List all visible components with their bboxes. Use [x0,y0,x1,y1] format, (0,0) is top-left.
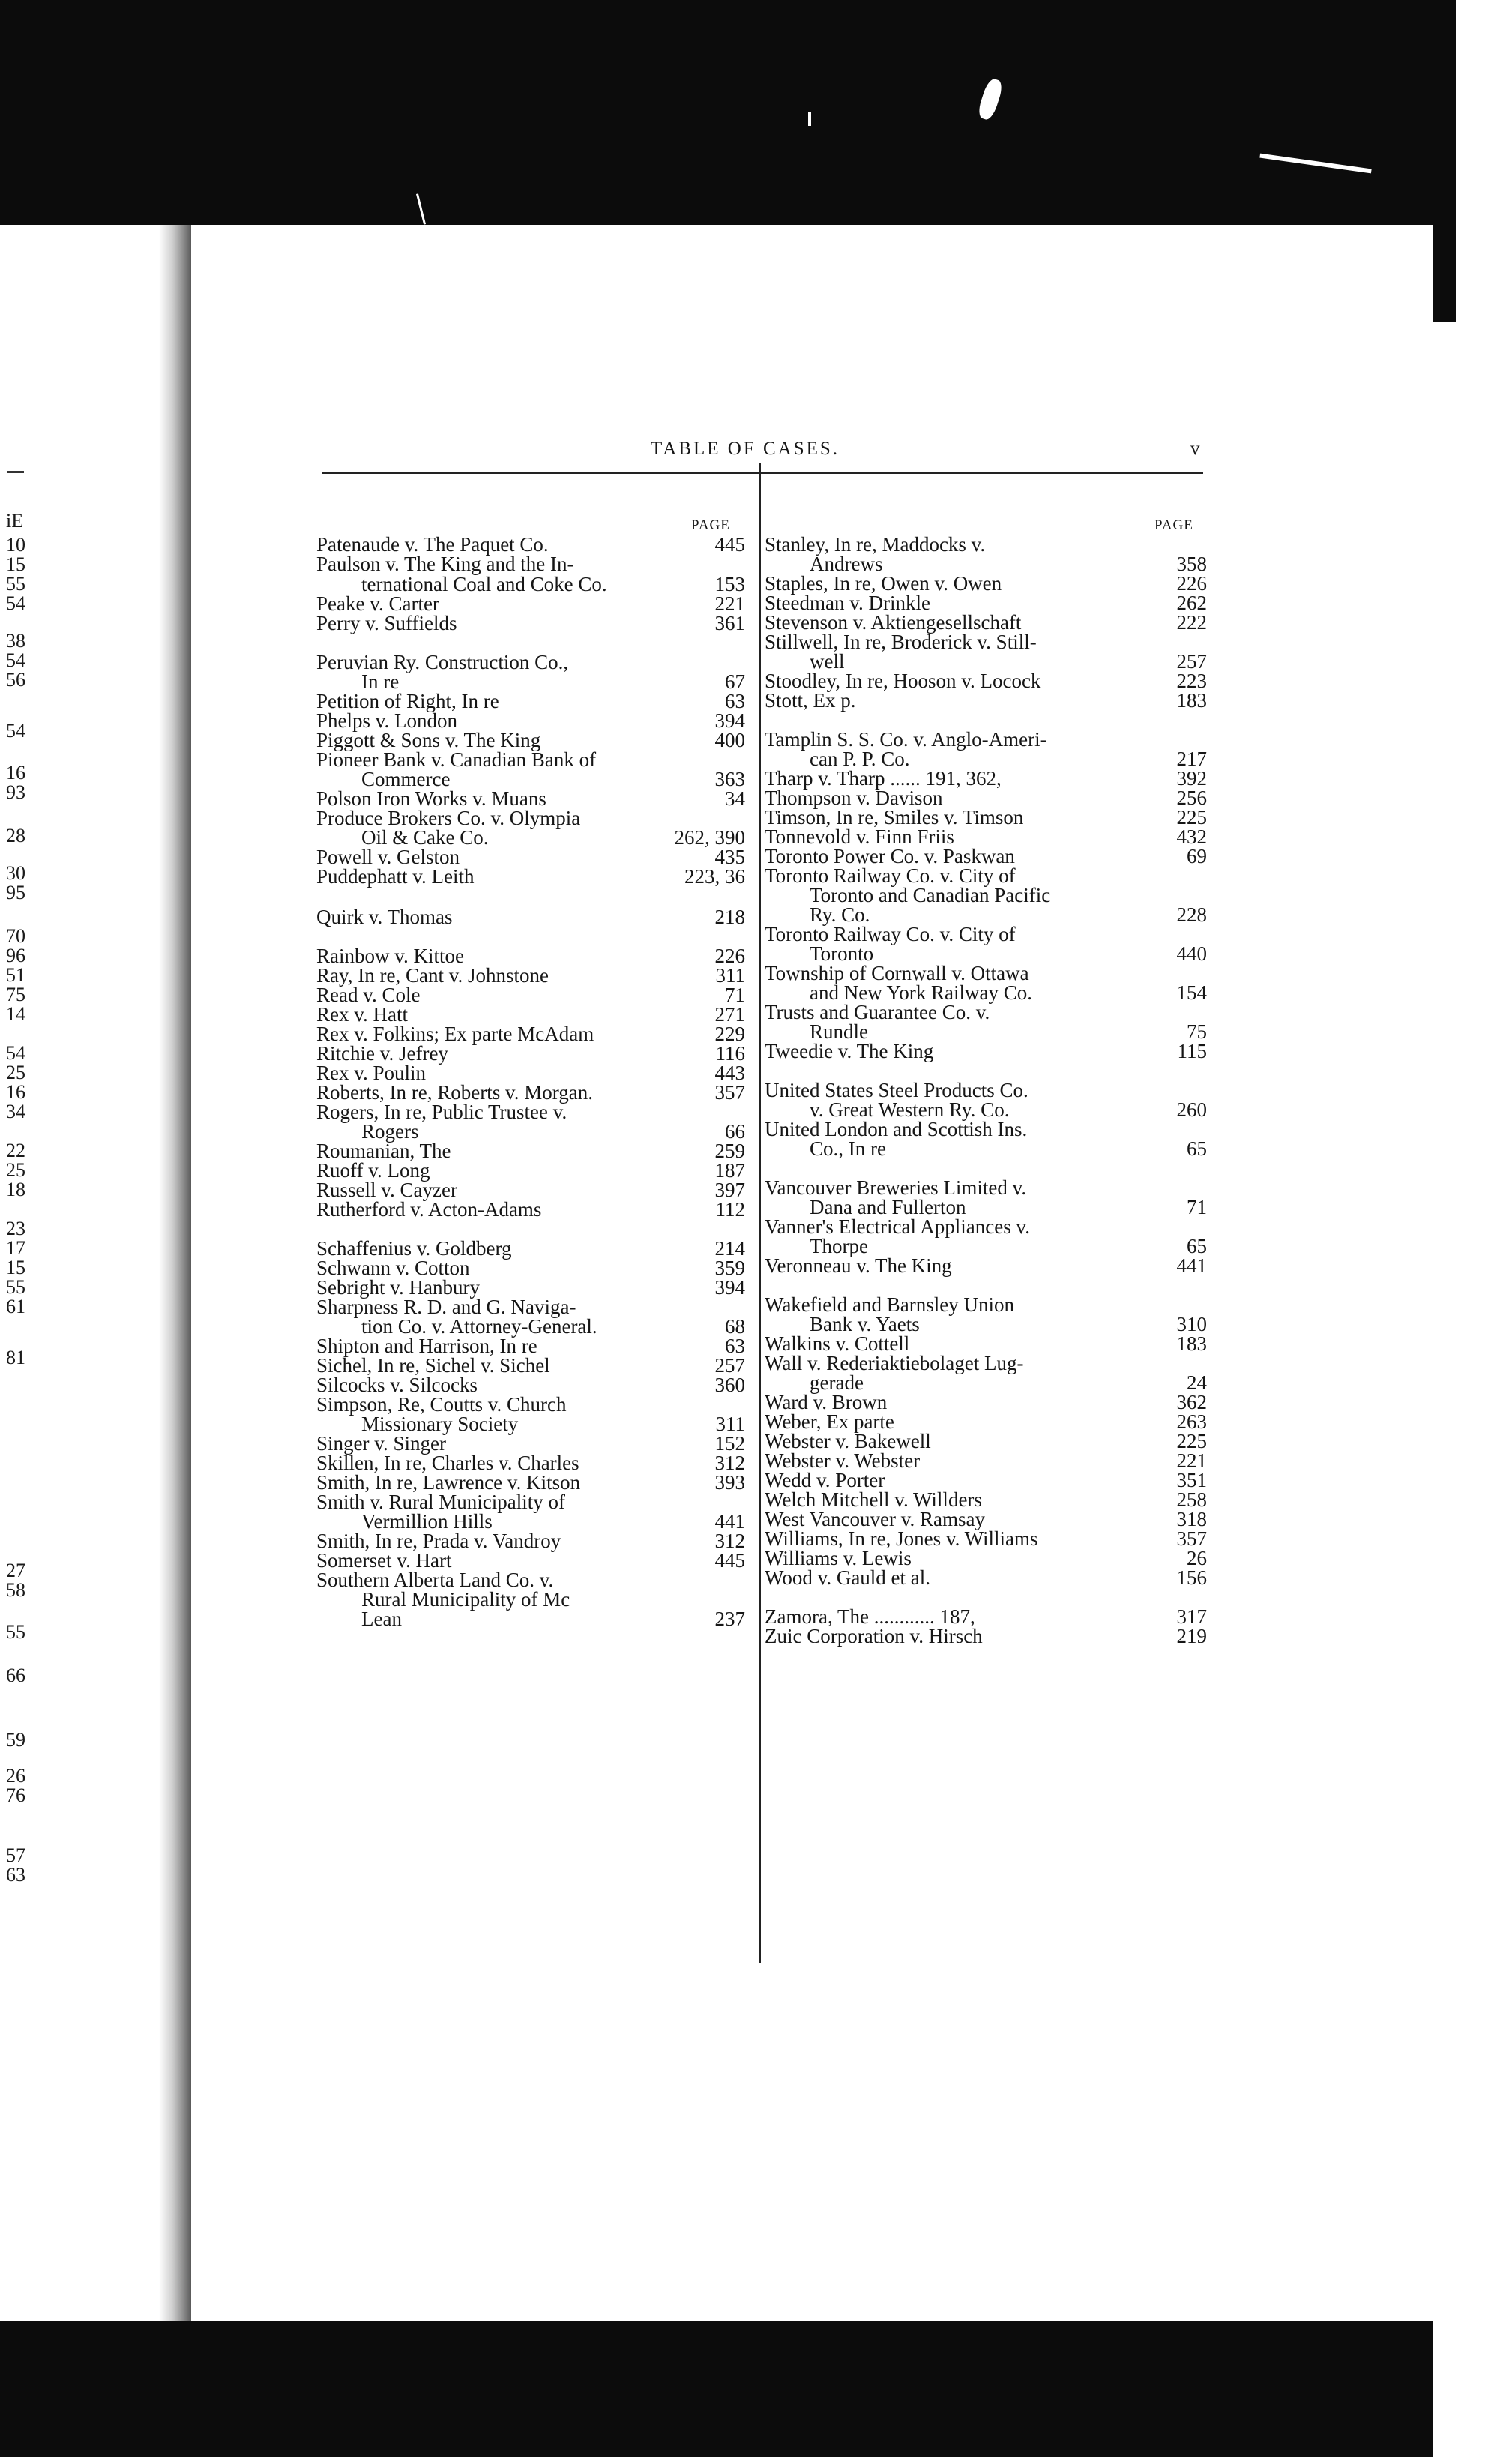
case-page-number: 75 [1187,1020,1207,1043]
margin-dash [7,471,24,473]
case-name: Toronto [810,942,874,965]
case-name: Williams, In re, Jones v. Williams [765,1527,1038,1550]
case-name: West Vancouver v. Ramsay [765,1508,986,1530]
case-name: tion Co. v. Attorney-General. [361,1315,597,1338]
column-divider [759,463,761,1963]
case-name: Welch Mitchell v. Willders [765,1488,982,1511]
case-name: Ray, In re, Cant v. Johnstone [316,964,549,987]
edge-number: 63 [6,1864,25,1886]
case-name: Rainbow v. Kittoe [316,945,464,967]
case-name: Stillwell, In re, Broderick v. Still- [765,631,1037,653]
case-page-number: 65 [1187,1137,1207,1160]
case-page-number: 229 [714,1023,745,1045]
case-name: Produce Brokers Co. v. Olympia [316,807,581,829]
case-name: Wall v. Rederiaktiebolaget Lug- [765,1352,1024,1374]
case-page-number: 153 [714,573,745,595]
case-name: Toronto Power Co. v. Paskwan [765,845,1015,867]
case-page-number: 445 [714,533,745,556]
case-name: Wakefield and Barnsley Union [765,1293,1014,1316]
case-name: Walkins v. Cottell [765,1332,910,1355]
case-name: Peruvian Ry. Construction Co., [316,651,569,673]
case-name: and New York Railway Co. [810,981,1032,1004]
edge-number: 18 [6,1179,25,1200]
case-name: Paulson v. The King and the In- [316,553,574,575]
edge-number: 59 [6,1729,25,1751]
case-name: Smith v. Rural Municipality of [316,1491,565,1513]
case-name: Skillen, In re, Charles v. Charles [316,1452,579,1474]
case-name: Russell v. Cayzer [316,1179,457,1201]
case-name: Petition of Right, In re [316,690,499,712]
case-name: Pioneer Bank v. Canadian Bank of [316,748,597,771]
case-name: Zuic Corporation v. Hirsch [765,1625,983,1647]
case-name: Dana and Fullerton [810,1196,966,1218]
case-page-number: 225 [1176,806,1207,828]
case-name: Ritchie v. Jefrey [316,1042,448,1065]
case-page-number: 223, 36 [684,865,745,888]
edge-number: 54 [6,720,25,742]
case-page-number: 357 [1176,1527,1207,1550]
case-name: Oil & Cake Co. [361,826,489,849]
case-name: Rex v. Folkins; Ex parte McAdam [316,1023,594,1045]
case-page-number: 312 [714,1452,745,1474]
case-name: Thompson v. Davison [765,787,943,809]
case-name: Weber, Ex parte [765,1410,894,1433]
case-page-number: 237 [714,1608,745,1630]
case-name: Tharp v. Tharp ...... 191, 362, [765,767,1002,790]
case-name: United States Steel Products Co. [765,1079,1028,1101]
edge-number: 34 [6,1101,25,1122]
case-page-number: 68 [725,1315,745,1338]
case-name: well [810,650,845,673]
case-page-number: 222 [1176,611,1207,634]
edge-number: 54 [6,592,25,614]
edge-number: 57 [6,1844,25,1866]
edge-number: 96 [6,945,25,966]
case-name: Rex v. Poulin [316,1062,427,1084]
edge-number: 56 [6,669,25,691]
edge-number: 54 [6,1042,25,1064]
case-page-number: 260 [1176,1098,1207,1121]
case-page-number: 183 [1176,689,1207,712]
case-name: Puddephatt v. Leith [316,865,475,888]
case-name: In re [361,670,400,693]
edge-number: 54 [6,649,25,671]
case-page-number: 443 [714,1062,745,1084]
case-page-number: 441 [1176,1254,1207,1277]
edge-number: 55 [6,573,25,595]
case-page-number: 63 [725,1335,745,1357]
case-page-number: 400 [714,729,745,751]
case-name: Roumanian, The [316,1140,451,1162]
case-name: Vancouver Breweries Limited v. [765,1176,1027,1199]
case-name: Schaffenius v. Goldberg [316,1237,512,1260]
case-name: Singer v. Singer [316,1432,446,1455]
edge-number: 70 [6,925,25,947]
case-page-number: 392 [1176,767,1207,790]
case-page-number: 65 [1187,1235,1207,1257]
case-name: Zamora, The ............ 187, [765,1605,975,1628]
case-page-number: 67 [725,670,745,693]
case-name: Rogers, In re, Public Trustee v. [316,1101,567,1123]
case-name: Southern Alberta Land Co. v. [316,1569,554,1591]
case-name: Rundle [810,1020,868,1043]
case-name: Phelps v. London [316,709,457,732]
case-page-number: 225 [1176,1430,1207,1452]
scan-right-dark-corner [1433,0,1456,322]
edge-number: iE [6,510,24,532]
edge-number: 95 [6,882,25,903]
case-page-number: 226 [714,945,745,967]
case-page-number: 441 [714,1510,745,1533]
case-name: Powell v. Gelston [316,846,460,868]
case-page-number: 71 [725,984,745,1006]
case-page-number: 112 [715,1198,745,1221]
case-name: Webster v. Webster [765,1449,921,1472]
case-name: Staples, In re, Owen v. Owen [765,572,1002,595]
case-name: Rural Municipality of Mc [361,1588,570,1611]
case-page-number: 440 [1176,942,1207,965]
case-name: Tamplin S. S. Co. v. Anglo-Ameri- [765,728,1047,751]
case-page-number: 115 [1177,1040,1207,1062]
case-name: Smith, In re, Lawrence v. Kitson [316,1471,581,1494]
case-name: Williams v. Lewis [765,1547,912,1569]
case-page-number: 218 [714,906,745,928]
case-page-number: 311 [715,1413,745,1435]
case-page-number: 397 [714,1179,745,1201]
case-page-number: 214 [714,1237,745,1260]
case-name: Shipton and Harrison, In re [316,1335,537,1357]
case-name: Co., In re [810,1137,886,1160]
case-name: Rutherford v. Acton-Adams [316,1198,542,1221]
case-name: Wedd v. Porter [765,1469,885,1491]
case-name: Polson Iron Works v. Muans [316,787,546,810]
case-name: United London and Scottish Ins. [765,1118,1028,1140]
case-page-number: 221 [1176,1449,1207,1472]
case-name: Township of Cornwall v. Ottawa [765,962,1029,984]
edge-number: 23 [6,1218,25,1239]
case-page-number: 394 [714,1276,745,1299]
case-name: Stevenson v. Aktiengesellschaft [765,611,1022,634]
case-page-number: 262 [1176,592,1207,614]
edge-number: 61 [6,1296,25,1317]
case-name: Quirk v. Thomas [316,906,453,928]
case-page-number: 394 [714,709,745,732]
case-name: Toronto and Canadian Pacific [810,884,1051,906]
edge-number: 15 [6,1257,25,1278]
scan-left-edge [0,0,191,2457]
case-page-number: 435 [714,846,745,868]
case-page-number: 360 [714,1374,745,1396]
case-name: Vanner's Electrical Appliances v. [765,1215,1030,1238]
edge-number: 51 [6,964,25,986]
edge-number: 30 [6,862,25,884]
case-page-number: 445 [714,1549,745,1572]
edge-number: 28 [6,825,25,846]
case-name: Sebright v. Hanbury [316,1276,480,1299]
case-name: Tweedie v. The King [765,1040,934,1062]
case-page-number: 312 [714,1530,745,1552]
edge-number: 25 [6,1159,25,1181]
case-name: Perry v. Suffields [316,612,457,634]
edge-number: 75 [6,984,25,1005]
edge-number: 81 [6,1347,25,1368]
edge-number: 22 [6,1140,25,1161]
case-name: Tonnevold v. Finn Friis [765,825,954,848]
case-page-number: 262, 390 [674,826,745,849]
case-page-number: 71 [1187,1196,1207,1218]
case-name: Missionary Society [361,1413,519,1435]
case-name: Wood v. Gauld et al. [765,1566,931,1589]
edge-number: 93 [6,781,25,803]
case-name: Sharpness R. D. and G. Naviga- [316,1296,576,1318]
case-name: Toronto Railway Co. v. City of [765,864,1016,887]
case-name: Ward v. Brown [765,1391,888,1413]
edge-number: 17 [6,1237,25,1259]
case-name: Vermillion Hills [361,1510,493,1533]
case-page-number: 217 [1176,748,1207,770]
case-page-number: 363 [714,768,745,790]
case-page-number: 361 [714,612,745,634]
case-name: Stanley, In re, Maddocks v. [765,533,986,556]
case-page-number: 223 [1176,670,1207,692]
edge-number: 27 [6,1560,25,1581]
edge-number: 25 [6,1062,25,1083]
case-page-number: 357 [714,1081,745,1104]
case-name: Patenaude v. The Paquet Co. [316,533,549,556]
case-page-number: 116 [715,1042,745,1065]
case-page-number: 221 [714,592,745,615]
case-page-number: 393 [714,1471,745,1494]
case-page-number: 263 [1176,1410,1207,1433]
case-page-number: 256 [1176,787,1207,809]
case-name: Rex v. Hatt [316,1003,408,1026]
edge-number: 14 [6,1003,25,1025]
edge-number: 38 [6,630,25,652]
edge-number: 66 [6,1664,25,1686]
header-rule [322,472,1203,474]
scan-bottom-band [0,2321,1512,2457]
case-name: Ry. Co. [810,903,870,926]
case-page-number: 226 [1176,572,1207,595]
case-name: Rogers [361,1120,419,1143]
case-page-number: 228 [1176,903,1207,926]
case-page-number: 362 [1176,1391,1207,1413]
edge-number: 58 [6,1579,25,1601]
case-name: Stott, Ex p. [765,689,856,712]
case-name: Bank v. Yaets [810,1313,920,1335]
case-page-number: 34 [725,787,745,810]
case-page-number: 311 [715,964,745,987]
case-name: Smith, In re, Prada v. Vandroy [316,1530,561,1552]
edge-number: 16 [6,762,25,784]
case-name: Read v. Cole [316,984,421,1006]
case-page-number: 63 [725,690,745,712]
case-name: can P. P. Co. [810,748,910,770]
case-page-number: 257 [714,1354,745,1377]
case-name: Peake v. Carter [316,592,439,615]
case-name: v. Great Western Ry. Co. [810,1098,1010,1121]
case-name: Veronneau v. The King [765,1254,952,1277]
edge-number: 15 [6,553,25,575]
case-page-number: 219 [1176,1625,1207,1647]
case-page-number: 351 [1176,1469,1207,1491]
case-name: gerade [810,1371,864,1394]
case-name: Sichel, In re, Sichel v. Sichel [316,1354,550,1377]
case-page-number: 26 [1187,1547,1207,1569]
case-page-number: 66 [725,1120,745,1143]
page-header-title: TABLE OF CASES. [651,439,840,459]
edge-number: 10 [6,534,25,556]
case-page-number: 359 [714,1257,745,1279]
scan-speck [808,112,811,126]
case-name: Andrews [810,553,883,575]
case-page-number: 318 [1176,1508,1207,1530]
case-page-number: 432 [1176,825,1207,848]
case-name: Trusts and Guarantee Co. v. [765,1001,990,1023]
case-page-number: 152 [714,1432,745,1455]
case-name: Piggott & Sons v. The King [316,729,541,751]
case-page-number: 258 [1176,1488,1207,1511]
edge-number: 26 [6,1765,25,1787]
case-name: Simpson, Re, Coutts v. Church [316,1393,567,1416]
case-name: Somerset v. Hart [316,1549,452,1572]
scan-top-band [0,0,1512,225]
case-name: Schwann v. Cotton [316,1257,470,1279]
case-page-number: 69 [1187,845,1207,867]
case-page-number: 24 [1187,1371,1207,1394]
case-name: Ruoff v. Long [316,1159,430,1182]
edge-number: 76 [6,1784,25,1806]
case-page-number: 271 [714,1003,745,1026]
case-name: Timson, In re, Smiles v. Timson [765,806,1024,828]
case-page-number: 156 [1176,1566,1207,1589]
case-name: Thorpe [810,1235,868,1257]
edge-number: 16 [6,1081,25,1103]
case-name: Silcocks v. Silcocks [316,1374,478,1396]
case-name: Lean [361,1608,402,1630]
case-page-number: 183 [1176,1332,1207,1355]
case-name: Stoodley, In re, Hooson v. Locock [765,670,1041,692]
scan-right-margin [1433,0,1512,2457]
case-page-number: 154 [1176,981,1207,1004]
case-page-number: 358 [1176,553,1207,575]
edge-number: 55 [6,1276,25,1298]
case-name: Steedman v. Drinkle [765,592,930,614]
edge-number: 55 [6,1621,25,1643]
case-page-number: 317 [1176,1605,1207,1628]
case-name: Webster v. Bakewell [765,1430,931,1452]
case-name: Commerce [361,768,451,790]
page-column-label: PAGE [1154,517,1193,533]
page-column-label: PAGE [691,517,730,533]
case-page-number: 187 [714,1159,745,1182]
page-number: v [1190,439,1200,459]
case-page-number: 310 [1176,1313,1207,1335]
case-page-number: 259 [714,1140,745,1162]
case-name: Roberts, In re, Roberts v. Morgan. [316,1081,593,1104]
case-page-number: 257 [1176,650,1207,673]
case-name: ternational Coal and Coke Co. [361,573,607,595]
case-name: Toronto Railway Co. v. City of [765,923,1016,945]
